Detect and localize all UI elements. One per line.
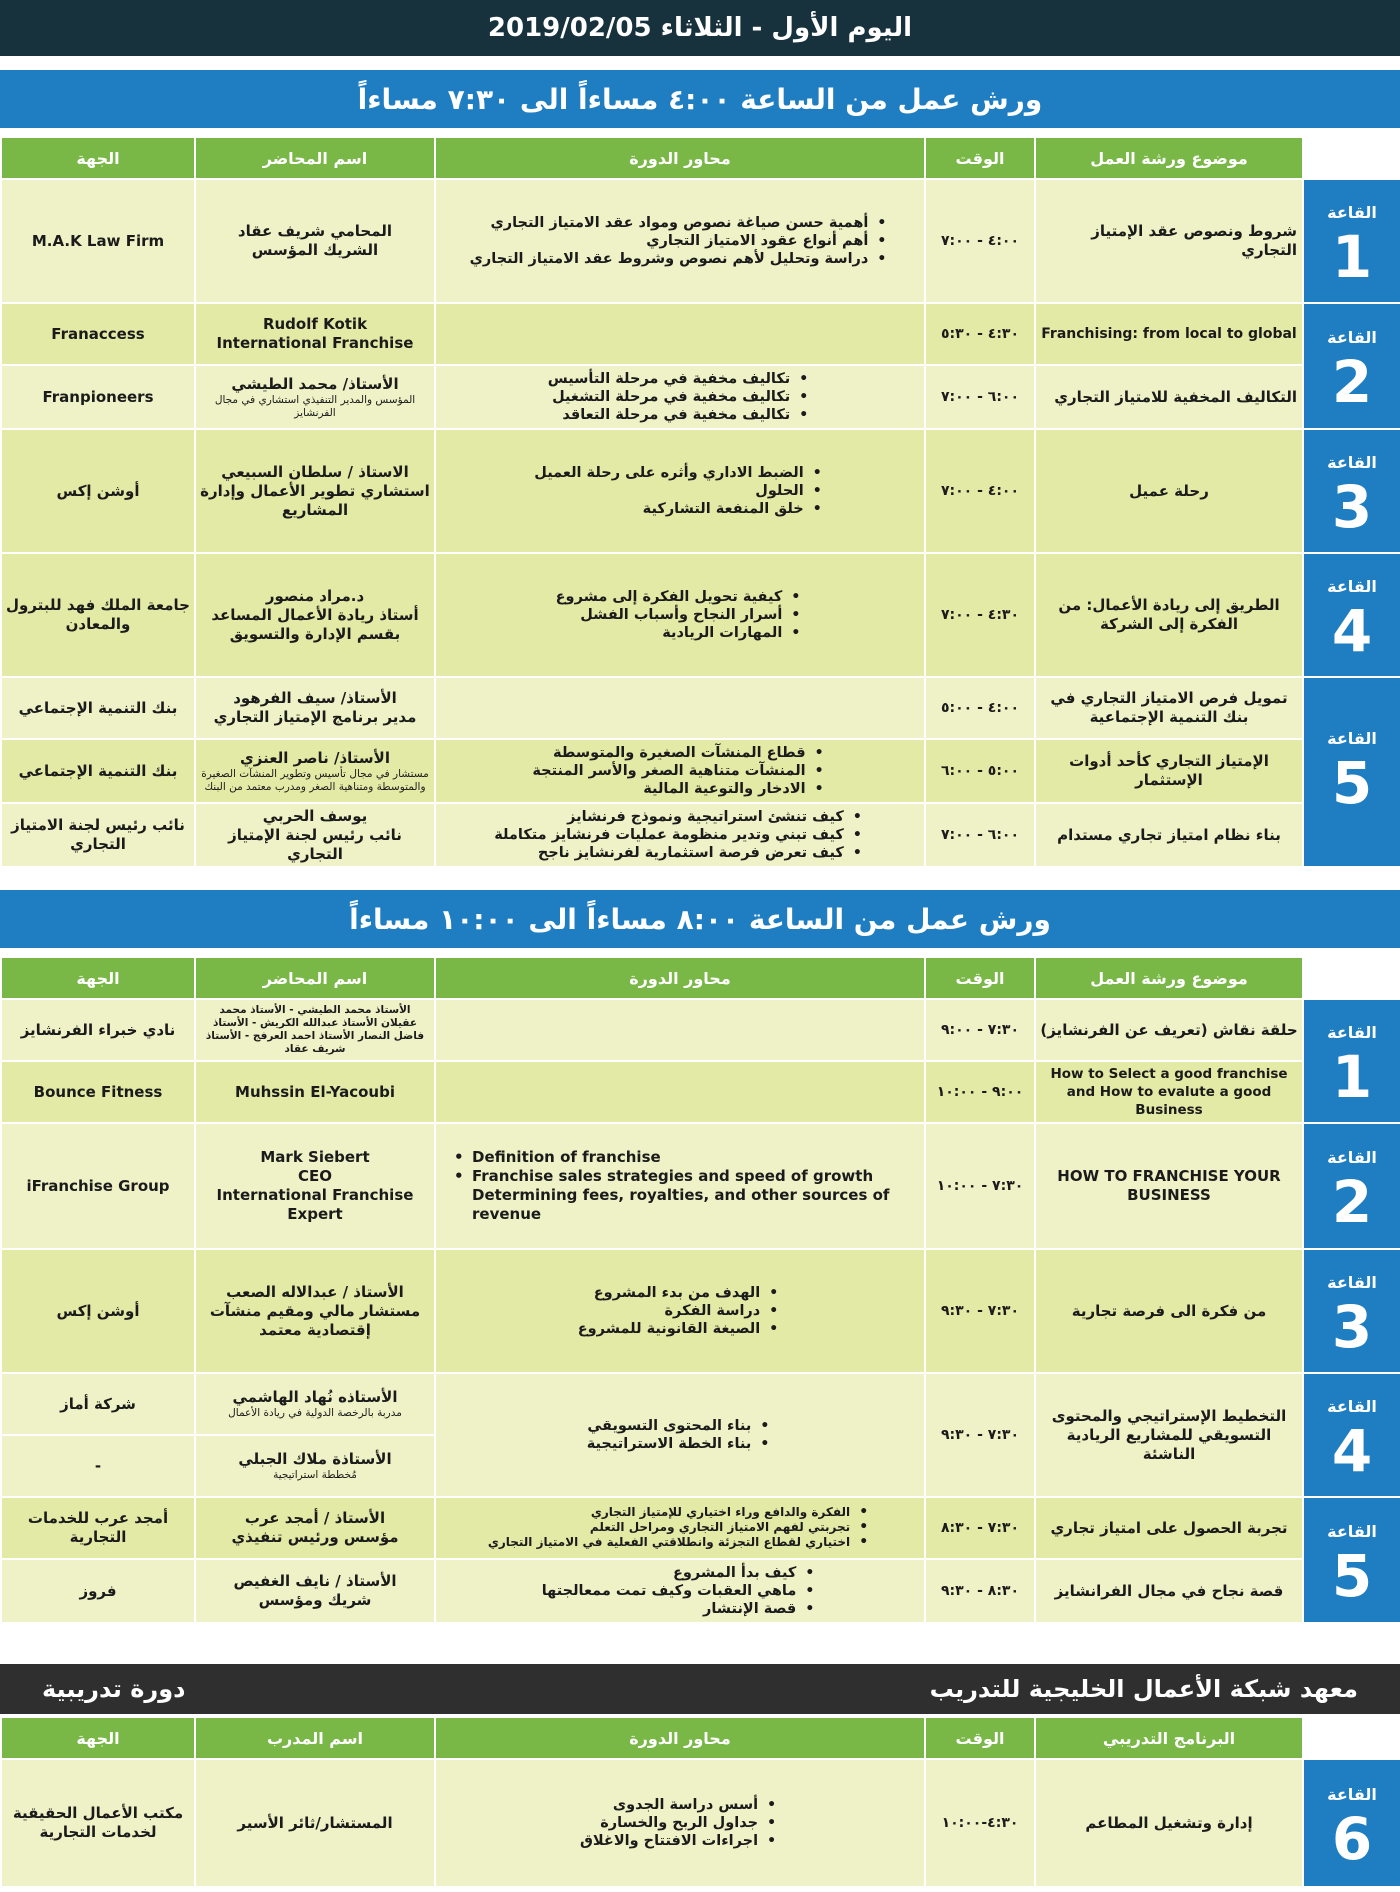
axis-item: • خلق المنفعة التشاركية — [534, 500, 825, 518]
workshop-topic: التخطيط الإستراتيجي والمحتوى التسويقي للمشاريع الريادية الناشئة — [1035, 1373, 1303, 1497]
table-row — [1, 803, 1400, 867]
lecturer-title: نائب رئيس لجنة الإمتياز التجاري — [228, 825, 402, 863]
axis-item: • تجربتي لفهم الامتياز التجاري ومراحل التعلم — [488, 1520, 872, 1535]
workshop-time: ٨:٣٠ - ٩:٣٠ — [925, 1559, 1035, 1623]
workshop-axes — [435, 1759, 925, 1887]
hall-3 — [1303, 1249, 1400, 1373]
lecturer — [195, 1559, 435, 1623]
lecturer — [195, 553, 435, 677]
workshop-axes — [435, 1373, 925, 1497]
lecturer-name: Muhssin El-Yacoubi — [235, 1082, 395, 1101]
table-row — [1, 1061, 1400, 1123]
header-topic: موضوع ورشة العمل — [1035, 957, 1303, 999]
lecturer — [195, 1435, 435, 1497]
workshop-axes — [435, 179, 925, 303]
header-time: الوقت — [925, 137, 1035, 179]
lecturer-name: الأستاذ / نايف الغفيص — [233, 1572, 397, 1590]
training-table — [0, 1716, 1400, 1888]
workshop-axes — [435, 365, 925, 429]
session1-table — [0, 136, 1400, 868]
workshop-topic: قصة نجاح في مجال الفرانشايز — [1035, 1559, 1303, 1623]
header-lecturer: اسم المدرب — [195, 1717, 435, 1759]
hall-label: القاعة — [1327, 202, 1377, 222]
table-row — [1, 1373, 1400, 1435]
axis-item: • دراسة وتحليل لأهم نصوص وشروط عقد الامتياز التجاري — [470, 250, 891, 268]
lecturer — [195, 1123, 435, 1249]
hall-label: القاعة — [1327, 327, 1377, 347]
hall-2 — [1303, 303, 1400, 429]
table-row — [1, 1249, 1400, 1373]
lecturer-title: مؤسس ورئيس تنفيذي — [231, 1528, 399, 1546]
hall-header-blank — [1303, 1717, 1400, 1759]
lecturer-title: أستاذ ريادة الأعمال المساعد بقسم الإدارة والتسويق — [211, 605, 419, 643]
hall-label: القاعة — [1327, 728, 1377, 748]
workshop-axes — [435, 1249, 925, 1373]
hall-number: 3 — [1331, 472, 1373, 541]
hall-5 — [1303, 1497, 1400, 1623]
workshop-time: ٧:٣٠ - ٩:٣٠ — [925, 1249, 1035, 1373]
axis-item: • أهمية حسن صياغة نصوص ومواد عقد الامتياز التجاري — [470, 214, 891, 232]
workshop-axes — [435, 1123, 925, 1249]
hall-number: 6 — [1331, 1804, 1373, 1873]
lecturer-note: المؤسس والمدير التنفيذي استشاري في مجال الفرنشايز — [214, 393, 416, 419]
hall-label: القاعة — [1327, 452, 1377, 472]
organization: M.A.K Law Firm — [1, 179, 195, 303]
institute-name: معهد شبكة الأعمال الخليجية للتدريب — [929, 1675, 1358, 1703]
workshop-topic: حلقة نقاش (تعريف عن الفرنشايز) — [1035, 999, 1303, 1061]
workshop-axes — [435, 1559, 925, 1623]
axis-item: • بناء الخطة الاستراتيجية — [587, 1435, 774, 1453]
lecturer-note: مدربة بالرخصة الدولية في ريادة الأعمال — [228, 1407, 402, 1419]
lecturer-name: Mark Siebert — [260, 1148, 370, 1166]
workshop-topic: تجربة الحصول على امتياز تجاري — [1035, 1497, 1303, 1559]
hall-label: القاعة — [1327, 1022, 1377, 1042]
hall-3 — [1303, 429, 1400, 553]
hall-number: 5 — [1331, 1541, 1373, 1610]
lecturer-title: الشريك المؤسس — [251, 241, 379, 259]
workshop-topic: من فكرة الى فرصة تجارية — [1035, 1249, 1303, 1373]
hall-label: القاعة — [1327, 1147, 1377, 1167]
axis-item: • كيف تعرض فرصة استثمارية لفرنشايز ناجح — [494, 844, 866, 862]
workshop-topic: Franchising: from local to global — [1035, 303, 1303, 365]
workshop-time: ٤:٠٠ - ٧:٠٠ — [925, 179, 1035, 303]
lecturer-name: الاستاذ / سلطان السبيعي — [221, 462, 409, 481]
lecturer-note: مُخططة استراتيجية — [273, 1469, 357, 1481]
axis-item: • قصة الإنتشار — [542, 1600, 819, 1618]
axis-item: • المنشآت متناهية الصغر والأسر المنتجة — [532, 762, 827, 780]
lecturer-name: الأستاذ / أمجد عرب — [244, 1509, 386, 1527]
hall-number: 4 — [1331, 1416, 1373, 1485]
workshop-topic: شروط ونصوص عقد الإمتياز التجاري — [1035, 179, 1303, 303]
organization: Franpioneers — [1, 365, 195, 429]
axis-item: • ماهي العقبات وكيف تمت ممعالجتها — [542, 1582, 819, 1600]
axis-item: • بناء المحتوى التسويقي — [587, 1417, 774, 1435]
workshop-time: ٩:٠٠ - ١٠:٠٠ — [925, 1061, 1035, 1123]
lecturer — [195, 1497, 435, 1559]
axis-item: • المهارات الريادية — [556, 624, 805, 642]
header-org: الجهة — [1, 137, 195, 179]
organization: أوشن إكس — [1, 1249, 195, 1373]
header-lecturer: اسم المحاضر — [195, 957, 435, 999]
hall-number: 3 — [1331, 1292, 1373, 1361]
workshop-axes — [435, 999, 925, 1061]
axis-item: • كيف تبني وتدير منظومة عمليات فرنشايز متكاملة — [494, 826, 866, 844]
workshop-topic: رحلة عميل — [1035, 429, 1303, 553]
organization: شركة أماز — [1, 1373, 195, 1435]
session2-table — [0, 956, 1400, 1624]
header-topic: موضوع ورشة العمل — [1035, 137, 1303, 179]
header-axes: محاور الدورة — [435, 957, 925, 999]
axis-item: • كيف تنشئ استراتيجية ونموذج فرنشايز — [494, 808, 866, 826]
table-row — [1, 365, 1400, 429]
hall-number: 5 — [1331, 748, 1373, 817]
table-row — [1, 1123, 1400, 1249]
hall-2 — [1303, 1123, 1400, 1249]
lecturer-title: مستشار مالي ومقيم منشآت إقتصادية معتمد — [209, 1301, 421, 1339]
hall-6 — [1303, 1759, 1400, 1887]
header-topic: البرنامج التدريبي — [1035, 1717, 1303, 1759]
workshop-topic: HOW TO FRANCHISE YOUR BUSINESS — [1035, 1123, 1303, 1249]
lecturer-note: الأستاذ محمد الطيشي - الأستاذ محمد عقيلان الأستاذ عبدالله الكريش - الأستاذ فاضل النصار الأستاذ احمد العرفج - الأستاذ شريف عقاد — [205, 1004, 425, 1055]
institute-bar — [0, 1664, 1400, 1714]
axis-item: • دراسة الفكرة — [578, 1302, 782, 1320]
axis-item: • قطاع المنشآت الصغيرة والمتوسطة — [532, 744, 827, 762]
workshop-topic: إدارة وتشغيل المطاعم — [1035, 1759, 1303, 1887]
session2-title: ورش عمل من الساعة ٨:٠٠ مساءاً الى ١٠:٠٠ مساءاً — [0, 890, 1400, 948]
workshop-topic: الإمتياز التجاري كأحد أدوات الإستثمار — [1035, 739, 1303, 803]
workshop-axes — [435, 677, 925, 739]
hall-header-blank — [1303, 957, 1400, 999]
organization: أمجد عرب للخدمات التجارية — [1, 1497, 195, 1559]
workshop-topic: تمويل فرص الامتياز التجاري في بنك التنمية الإجتماعية — [1035, 677, 1303, 739]
workshop-axes — [435, 553, 925, 677]
axis-item: • كيف بدأ المشروع — [542, 1564, 819, 1582]
hall-5 — [1303, 677, 1400, 867]
hall-label: القاعة — [1327, 1784, 1377, 1804]
organization: أوشن إكس — [1, 429, 195, 553]
table-row — [1, 429, 1400, 553]
workshop-time: ٤:٣٠-١٠:٠٠ — [925, 1759, 1035, 1887]
axis-item: • اختياري لقطاع التجزئة وانطلاقتي الفعلية في الامتياز التجاري — [488, 1535, 872, 1550]
organization: نائب رئيس لجنة الامتياز التجاري — [1, 803, 195, 867]
table-row — [1, 1497, 1400, 1559]
table-row — [1, 1559, 1400, 1623]
lecturer-title: استشاري تطوير الأعمال وإدارة المشاريع — [200, 481, 430, 519]
lecturer-title: مدير برنامج الإمتياز التجاري — [213, 708, 417, 726]
organization: نادي خبراء الفرنشايز — [1, 999, 195, 1061]
workshop-time: ٥:٠٠ - ٦:٠٠ — [925, 739, 1035, 803]
organization: Bounce Fitness — [1, 1061, 195, 1123]
hall-label: القاعة — [1327, 1521, 1377, 1541]
lecturer-name: الأستاذ/ ناصر العنزي — [240, 748, 390, 767]
workshop-time: ٤:٣٠ - ٧:٠٠ — [925, 553, 1035, 677]
workshop-time: ٤:٠٠ - ٥:٠٠ — [925, 677, 1035, 739]
workshop-time: ٧:٣٠ - ٩:٣٠ — [925, 1373, 1035, 1497]
header-axes: محاور الدورة — [435, 1717, 925, 1759]
workshop-topic: بناء نظام امتياز تجاري مستدام — [1035, 803, 1303, 867]
lecturer-title: International Franchise — [216, 334, 414, 352]
axis-item: • تكاليف مخفية في مرحلة التأسيس — [548, 370, 813, 388]
axis-item: • أسس دراسة الجدوى — [580, 1796, 780, 1814]
workshop-axes — [435, 739, 925, 803]
axis-item: • تكاليف مخفية في مرحلة التشغيل — [548, 388, 813, 406]
lecturer — [195, 1061, 435, 1123]
header-org: الجهة — [1, 957, 195, 999]
hall-label: القاعة — [1327, 1396, 1377, 1416]
axis-item: • الفكرة والدافع وراء اختياري للإمتياز التجاري — [488, 1505, 872, 1520]
hall-1 — [1303, 999, 1400, 1123]
workshop-topic: How to Select a good franchise and How to evalute a good Business — [1035, 1061, 1303, 1123]
lecturer — [195, 999, 435, 1061]
axis-item: • الصيغة القانونية للمشروع — [578, 1320, 782, 1338]
header-lecturer: اسم المحاضر — [195, 137, 435, 179]
organization: مكتب الأعمال الحقيقية لخدمات التجارية — [1, 1759, 195, 1887]
workshop-time: ٦:٠٠ - ٧:٠٠ — [925, 365, 1035, 429]
axis-item: • كيفية تحويل الفكرة إلى مشروع — [556, 588, 805, 606]
workshop-axes — [435, 803, 925, 867]
lecturer — [195, 365, 435, 429]
organization: Franaccess — [1, 303, 195, 365]
hall-number: 4 — [1331, 596, 1373, 665]
lecturer — [195, 429, 435, 553]
lecturer-name: الأستاذ / عبدالاله الصعب — [226, 1282, 404, 1301]
axis-item: • تكاليف مخفية في مرحلة التعاقد — [548, 406, 813, 424]
workshop-topic: الطريق إلى ريادة الأعمال: من الفكرة إلى الشركة — [1035, 553, 1303, 677]
workshop-axes — [435, 1061, 925, 1123]
lecturer-name: الأستاذ/ محمد الطيشي — [231, 374, 399, 393]
hall-header-blank — [1303, 137, 1400, 179]
course-label: دورة تدريبية — [42, 1675, 186, 1703]
lecturer — [195, 739, 435, 803]
axis-item: • الهدف من بدء المشروع — [578, 1284, 782, 1302]
lecturer — [195, 303, 435, 365]
lecturer-name: الأستاذ/ سيف الفرهود — [233, 689, 397, 707]
table-row — [1, 303, 1400, 365]
organization: بنك التنمية الإجتماعي — [1, 677, 195, 739]
lecturer: المستشار/ثائر الأسير — [195, 1759, 435, 1887]
table-row — [1, 999, 1400, 1061]
hall-number: 1 — [1331, 222, 1373, 291]
workshop-axes — [435, 429, 925, 553]
workshop-time: ٤:٠٠ - ٧:٠٠ — [925, 429, 1035, 553]
axis-item: • أهم أنواع عقود الامتياز التجاري — [470, 232, 891, 250]
header-time: الوقت — [925, 957, 1035, 999]
lecturer-title: CEO — [297, 1167, 332, 1185]
workshop-time: ٧:٣٠ - ٨:٣٠ — [925, 1497, 1035, 1559]
lecturer — [195, 1249, 435, 1373]
axis-item: • أسرار النجاح وأسباب الفشل — [556, 606, 805, 624]
hall-label: القاعة — [1327, 576, 1377, 596]
lecturer — [195, 1373, 435, 1435]
workshop-time: ٧:٣٠ - ٩:٠٠ — [925, 999, 1035, 1061]
workshop-axes — [435, 1497, 925, 1559]
workshop-topic: التكاليف المخفية للامتياز التجاري — [1035, 365, 1303, 429]
lecturer-note: مستشار في مجال تأسيس وتطوير المنشآت الصغيرة والمتوسطة ومتناهية الصغر ومدرب معتمد من البنك — [201, 767, 429, 793]
organization: جامعة الملك فهد للبترول والمعادن — [1, 553, 195, 677]
hall-1 — [1303, 179, 1400, 303]
lecturer-name: Rudolf Kotik — [262, 315, 368, 333]
axis-item: • Franchise sales strategies and speed of growth — [454, 1167, 920, 1186]
lecturer-title: شريك ومؤسس — [258, 1591, 372, 1609]
lecturer — [195, 677, 435, 739]
organization: iFranchise Group — [1, 1123, 195, 1249]
axis-item: • اجراءات الافتتاح والاغلاق — [580, 1832, 780, 1850]
table-row — [1, 739, 1400, 803]
workshop-time: ٦:٠٠ - ٧:٠٠ — [925, 803, 1035, 867]
lecturer — [195, 803, 435, 867]
lecturer-title: International Franchise Expert — [216, 1186, 414, 1223]
hall-4 — [1303, 1373, 1400, 1497]
axis-item: • الادخار والتوعية المالية — [532, 780, 827, 798]
day-title: اليوم الأول - الثلاثاء 2019/02/05 — [0, 0, 1400, 56]
table-row — [1, 677, 1400, 739]
axis-item: • جداول الربح والخسارة — [580, 1814, 780, 1832]
hall-number: 2 — [1331, 1167, 1373, 1236]
workshop-axes — [435, 303, 925, 365]
lecturer — [195, 179, 435, 303]
organization: - — [1, 1435, 195, 1497]
header-time: الوقت — [925, 1717, 1035, 1759]
header-axes: محاور الدورة — [435, 137, 925, 179]
organization: بنك التنمية الإجتماعي — [1, 739, 195, 803]
axis-item: Determining fees, royalties, and other sources of revenue — [472, 1186, 890, 1223]
hall-number: 1 — [1331, 1042, 1373, 1111]
lecturer-name: المحامي شريف عقاد — [237, 222, 393, 240]
lecturer-name: الأستاذه نُهاد الهاشمي — [232, 1388, 398, 1406]
axis-item: • الضبط الاداري وأثره على رحلة العميل — [534, 464, 825, 482]
workshop-time: ٧:٣٠ - ١٠:٠٠ — [925, 1123, 1035, 1249]
lecturer-name: الأستاذة ملاك الجبلي — [238, 1450, 392, 1468]
axis-item: • Definition of franchise — [454, 1148, 920, 1167]
hall-number: 2 — [1331, 347, 1373, 416]
table-row — [1, 1759, 1400, 1887]
header-org: الجهة — [1, 1717, 195, 1759]
table-row — [1, 179, 1400, 303]
table-row — [1, 553, 1400, 677]
hall-label: القاعة — [1327, 1272, 1377, 1292]
lecturer-name: د.مراد منصور — [265, 586, 365, 605]
workshop-time: ٤:٣٠ - ٥:٣٠ — [925, 303, 1035, 365]
session1-title: ورش عمل من الساعة ٤:٠٠ مساءاً الى ٧:٣٠ مساءاً — [0, 70, 1400, 128]
hall-4 — [1303, 553, 1400, 677]
lecturer-name: يوسف الحربي — [262, 806, 368, 825]
axis-item: • الحلول — [534, 482, 825, 500]
organization: فروز — [1, 1559, 195, 1623]
